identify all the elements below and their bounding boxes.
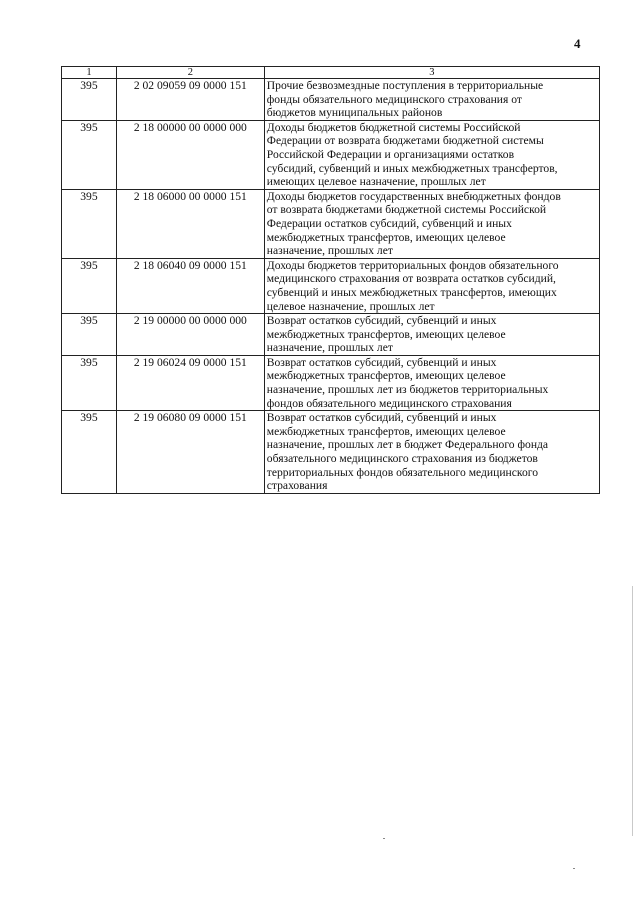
- description-line: Доходы бюджетов бюджетной системы Российской: [266, 120, 521, 134]
- description-line: Прочие безвозмездные поступления в территориальные: [266, 79, 544, 92]
- description-cell: [264, 258, 599, 313]
- budget-code-cell: 2 19 00000 00 0000 000: [116, 314, 264, 356]
- description-line: межбюджетных трансфертов, имеющих целевое: [266, 424, 506, 438]
- description-cell: [264, 355, 599, 410]
- description-line: страхования: [266, 479, 328, 493]
- revenue-codes-table: [61, 66, 600, 494]
- description-line: бюджетов муниципальных районов: [266, 106, 443, 120]
- description-line: Доходы бюджетов территориальных фондов обязательного: [266, 258, 559, 272]
- description-cell: [264, 189, 599, 258]
- admin-code-cell: 395: [62, 314, 117, 356]
- table-row: [62, 314, 600, 356]
- description-line: имеющих целевое назначение, прошлых лет: [266, 175, 486, 189]
- table-row: [62, 258, 600, 313]
- description-line: Доходы бюджетов государственных внебюджетных фондов: [266, 189, 561, 203]
- description-line: целевое назначение, прошлых лет: [266, 299, 435, 313]
- admin-code-cell: 395: [62, 355, 117, 410]
- description-line: фондов обязательного медицинского страхования: [266, 396, 512, 410]
- description-line: назначение, прошлых лет: [266, 244, 393, 258]
- description-line: Возврат остатков субсидий, субвенций и иных: [266, 314, 497, 328]
- description-line: Возврат остатков субсидий, субвенций и иных: [266, 355, 497, 369]
- table-header-row: [62, 67, 600, 79]
- page-number: 4: [574, 36, 581, 51]
- description-line: субвенций и иных межбюджетных трансфертов, имеющих: [266, 285, 557, 299]
- description-line: назначение, прошлых лет: [266, 341, 393, 355]
- table-row: [62, 189, 600, 258]
- column-header-2: 2: [116, 67, 264, 79]
- budget-code-cell: 2 19 06024 09 0000 151: [116, 355, 264, 410]
- budget-code-cell: 2 18 06000 00 0000 151: [116, 189, 264, 258]
- column-header-3: 3: [264, 67, 599, 79]
- description-line: межбюджетных трансфертов, имеющих целевое: [266, 369, 506, 383]
- table-row: [62, 120, 600, 189]
- description-cell: [264, 120, 599, 189]
- admin-code-cell: 395: [62, 411, 117, 494]
- description-line: Федерации остатков субсидий, субвенций и иных: [266, 216, 512, 230]
- description-line: назначение, прошлых лет в бюджет Федерального фонда: [266, 438, 549, 452]
- budget-code-cell: 2 19 06080 09 0000 151: [116, 411, 264, 494]
- description-cell: [264, 411, 599, 494]
- budget-code-cell: 2 18 06040 09 0000 151: [116, 258, 264, 313]
- budget-code-cell: 2 18 00000 00 0000 000: [116, 120, 264, 189]
- description-cell: [264, 79, 599, 121]
- description-line: межбюджетных трансфертов, имеющих целевое: [266, 327, 506, 341]
- description-line: Возврат остатков субсидий, субвенций и иных: [266, 411, 497, 425]
- description-line: медицинского страхования от возврата остатков субсидий,: [266, 272, 556, 286]
- description-line: территориальных фондов обязательного медицинского: [266, 465, 539, 479]
- table-row: [62, 355, 600, 410]
- description-line: Российской Федерации и организациями остатков: [266, 147, 515, 161]
- description-line: назначение, прошлых лет из бюджетов территориальных: [266, 383, 549, 397]
- description-line: обязательного медицинского страхования из бюджетов: [266, 452, 538, 466]
- description-line: межбюджетных трансфертов, имеющих целевое: [266, 230, 506, 244]
- description-line: Федерации от возврата бюджетами бюджетной системы: [266, 134, 544, 148]
- table-row: [62, 79, 600, 121]
- admin-code-cell: 395: [62, 120, 117, 189]
- scan-speck: [383, 838, 385, 839]
- admin-code-cell: 395: [62, 79, 117, 121]
- description-cell: [264, 314, 599, 356]
- admin-code-cell: 395: [62, 189, 117, 258]
- budget-code-cell: 2 02 09059 09 0000 151: [116, 79, 264, 121]
- description-line: фонды обязательного медицинского страхования от: [266, 92, 522, 106]
- description-line: от возврата бюджетами бюджетной системы Российской: [266, 203, 547, 217]
- scan-speck: [573, 868, 575, 869]
- admin-code-cell: 395: [62, 258, 117, 313]
- description-line: субсидий, субвенций и иных межбюджетных трансфертов,: [266, 161, 558, 175]
- table-row: [62, 411, 600, 494]
- scan-edge-mark: [632, 586, 633, 836]
- column-header-1: 1: [62, 67, 117, 79]
